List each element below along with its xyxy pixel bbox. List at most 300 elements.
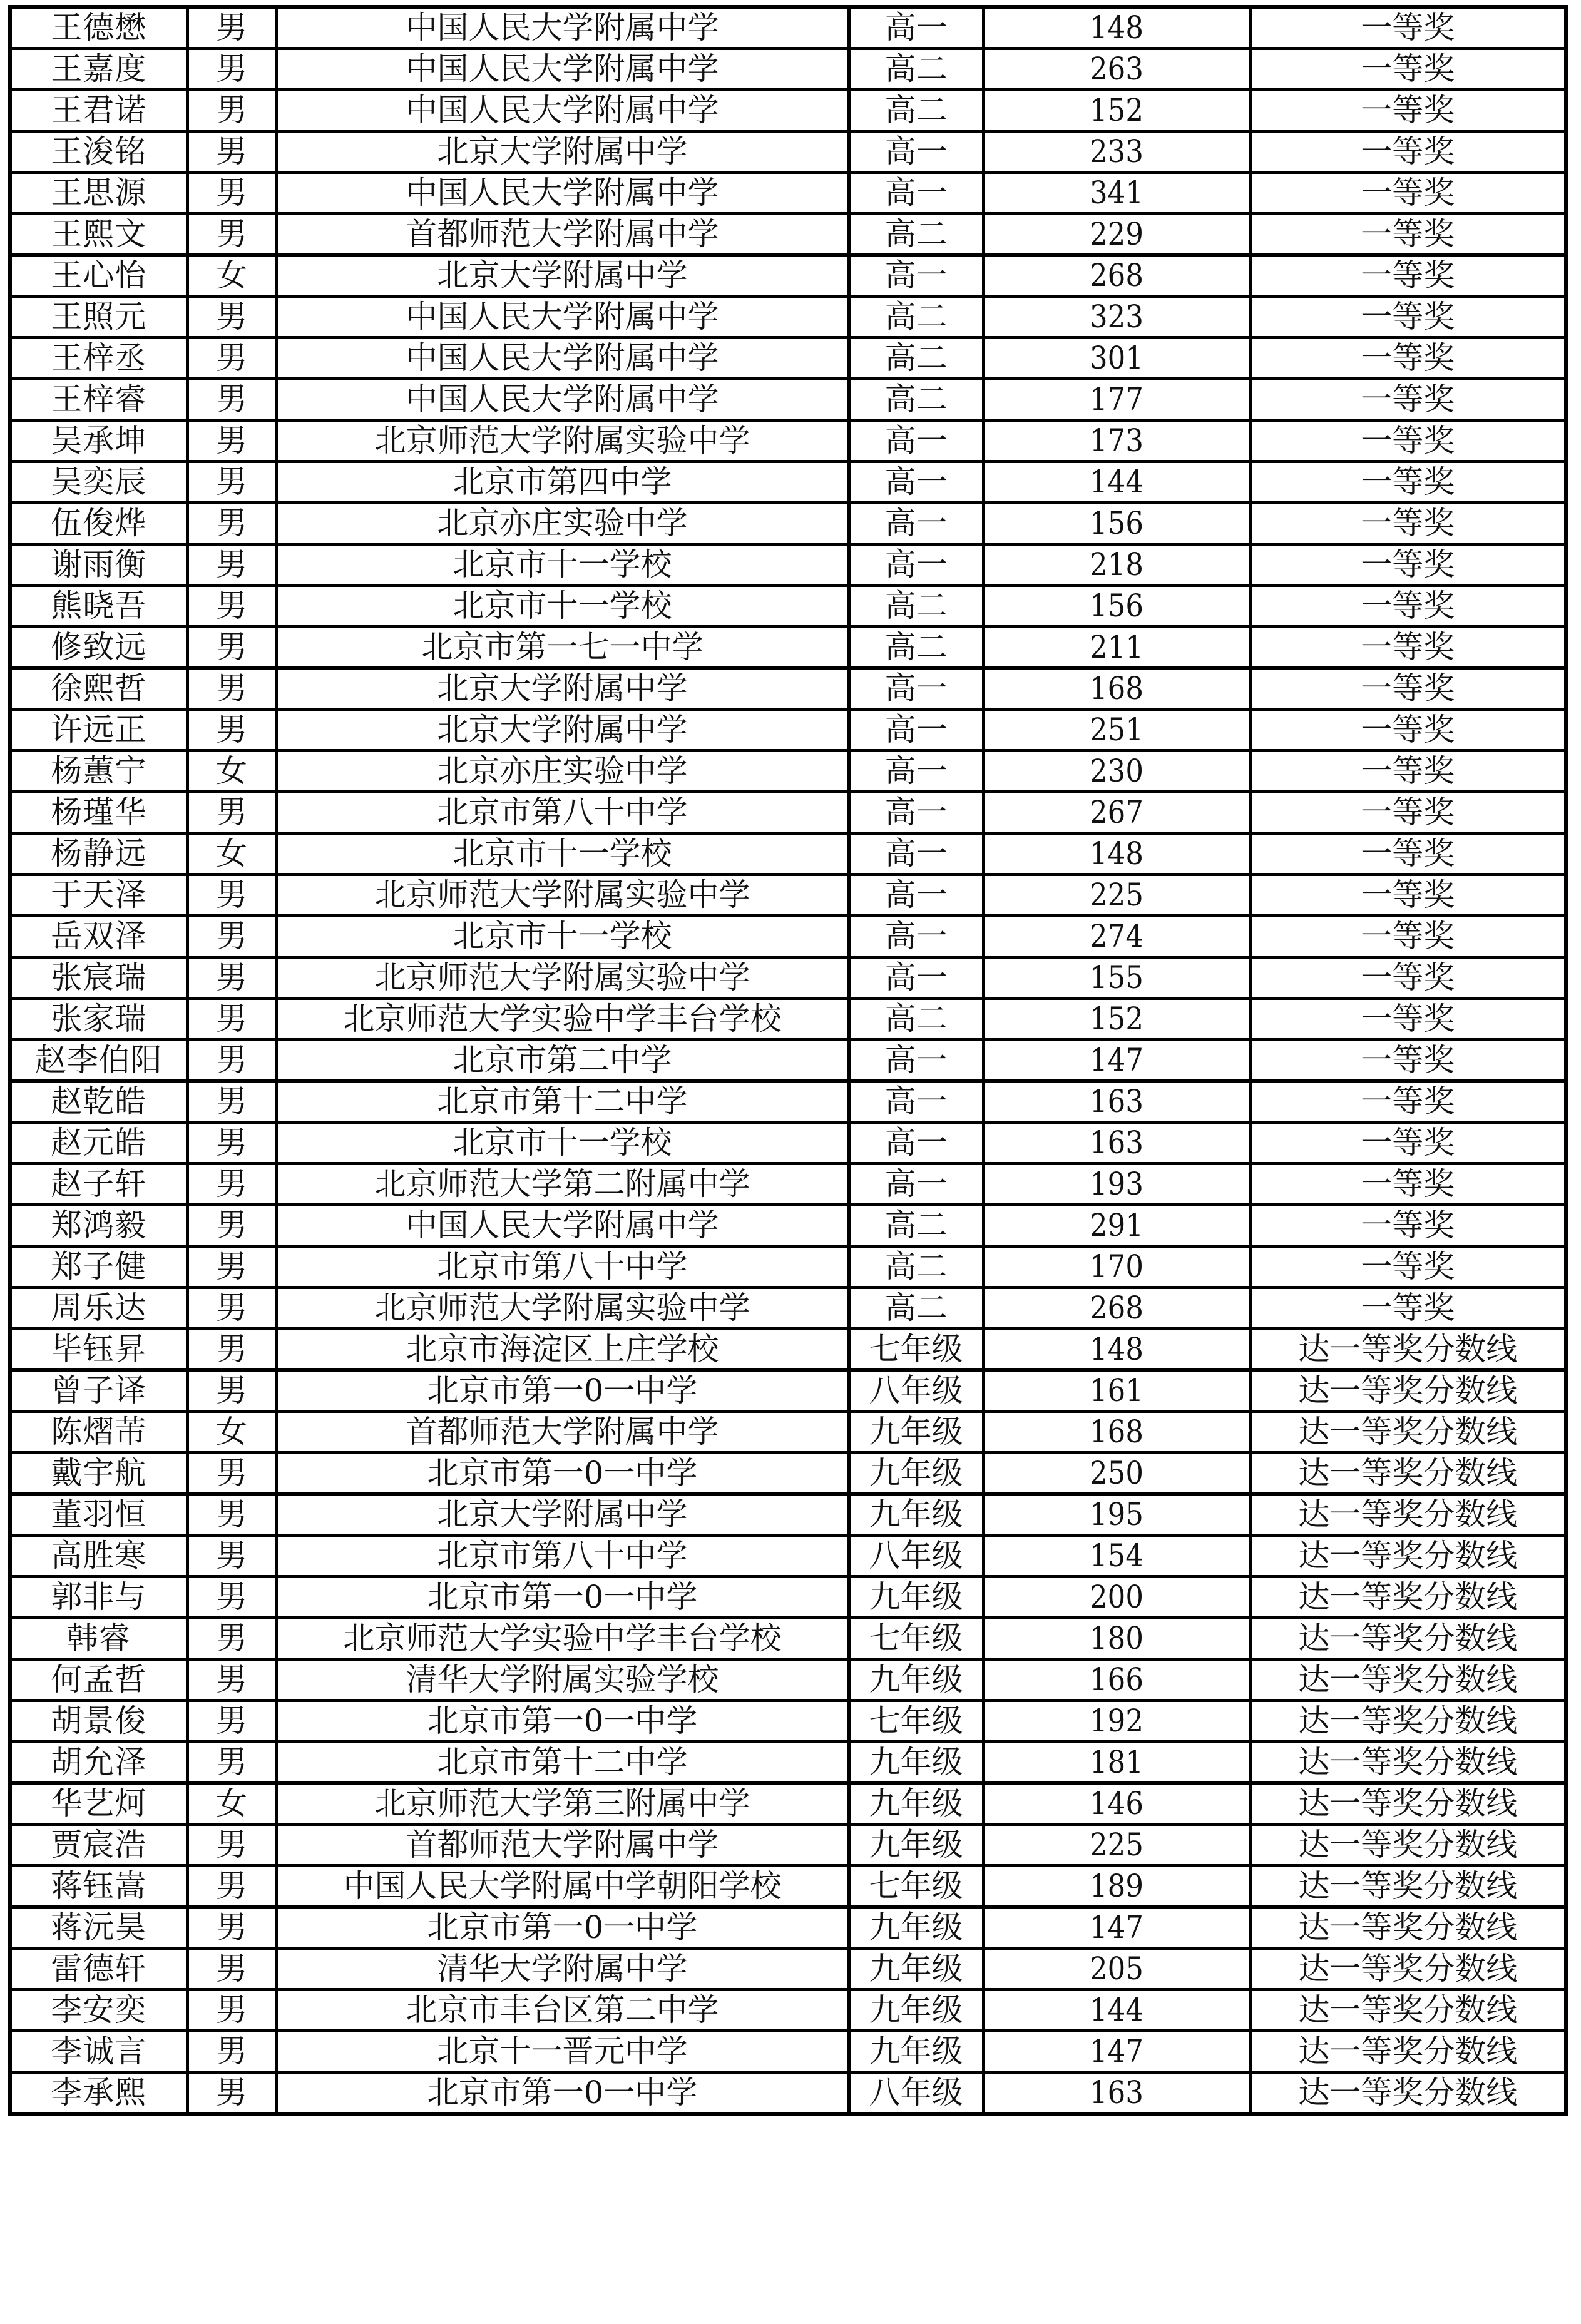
student-name-cell: 郭非与	[10, 1577, 187, 1618]
score-cell: 163	[996, 1123, 1236, 1164]
award-cell: 一等奖	[1250, 173, 1566, 214]
table-row	[10, 544, 1566, 586]
award-cell: 一等奖	[1250, 503, 1566, 544]
table-row	[10, 875, 1566, 916]
student-name-cell: 吴奕辰	[10, 462, 187, 503]
school-cell: 北京市第八十中学	[276, 792, 849, 833]
award-cell: 一等奖	[1250, 792, 1566, 833]
gender-cell: 男	[187, 1949, 276, 1990]
gender-cell: 男	[187, 1205, 276, 1246]
grade-cell: 九年级	[849, 2031, 983, 2072]
table-row	[10, 7, 1566, 49]
table-row	[10, 338, 1566, 379]
award-cell: 一等奖	[1250, 1081, 1566, 1123]
award-cell: 一等奖	[1250, 833, 1566, 875]
award-cell: 达一等奖分数线	[1250, 1412, 1566, 1453]
grade-cell: 七年级	[849, 1701, 983, 1742]
table-row	[10, 1453, 1566, 1494]
gender-cell: 男	[187, 544, 276, 586]
award-cell: 一等奖	[1250, 1164, 1566, 1205]
student-name-cell: 郑子健	[10, 1246, 187, 1288]
grade-cell: 高一	[849, 173, 983, 214]
score-cell: 250	[996, 1453, 1236, 1494]
table-row	[10, 1618, 1566, 1659]
table-row	[10, 792, 1566, 833]
gender-cell: 男	[187, 1329, 276, 1370]
table-row	[10, 214, 1566, 255]
score-cell: 147	[996, 1040, 1236, 1081]
table-row	[10, 1577, 1566, 1618]
grade-cell: 高一	[849, 1040, 983, 1081]
gender-cell: 男	[187, 173, 276, 214]
grade-cell: 高一	[849, 710, 983, 751]
table-row	[10, 668, 1566, 710]
score-cell: 177	[996, 379, 1236, 420]
student-name-cell: 戴宇航	[10, 1453, 187, 1494]
grade-cell: 高一	[849, 503, 983, 544]
school-cell: 北京市第一0一中学	[276, 1907, 849, 1949]
score-cell: 180	[996, 1618, 1236, 1659]
award-cell: 一等奖	[1250, 1205, 1566, 1246]
award-cell: 一等奖	[1250, 420, 1566, 462]
table-row	[10, 586, 1566, 627]
table-row	[10, 1246, 1566, 1288]
award-cell: 一等奖	[1250, 586, 1566, 627]
score-cell: 168	[996, 668, 1236, 710]
score-cell: 168	[996, 1412, 1236, 1453]
table-row	[10, 627, 1566, 668]
award-cell: 一等奖	[1250, 1123, 1566, 1164]
grade-cell: 九年级	[849, 1742, 983, 1783]
award-cell: 一等奖	[1250, 710, 1566, 751]
student-name-cell: 李诚言	[10, 2031, 187, 2072]
student-name-cell: 王德懋	[10, 7, 187, 49]
grade-cell: 高一	[849, 1164, 983, 1205]
table-row	[10, 503, 1566, 544]
student-name-cell: 王梓丞	[10, 338, 187, 379]
score-cell: 161	[996, 1370, 1236, 1412]
score-cell: 154	[996, 1536, 1236, 1577]
score-cell: 225	[996, 875, 1236, 916]
student-name-cell: 韩睿	[10, 1618, 187, 1659]
table-row	[10, 462, 1566, 503]
table-row	[10, 1370, 1566, 1412]
school-cell: 中国人民大学附属中学	[276, 379, 849, 420]
gender-cell: 男	[187, 214, 276, 255]
student-name-cell: 王浚铭	[10, 131, 187, 173]
student-name-cell: 郑鸿毅	[10, 1205, 187, 1246]
award-cell: 达一等奖分数线	[1250, 1907, 1566, 1949]
award-cell: 一等奖	[1250, 916, 1566, 957]
school-cell: 首都师范大学附属中学	[276, 1412, 849, 1453]
school-cell: 北京市海淀区上庄学校	[276, 1329, 849, 1370]
score-cell: 146	[996, 1783, 1236, 1825]
gender-cell: 男	[187, 1453, 276, 1494]
grade-cell: 七年级	[849, 1866, 983, 1907]
score-cell: 152	[996, 90, 1236, 131]
grade-cell: 九年级	[849, 1577, 983, 1618]
table-row	[10, 1949, 1566, 1990]
grade-cell: 高一	[849, 420, 983, 462]
school-cell: 北京亦庄实验中学	[276, 751, 849, 792]
award-cell: 达一等奖分数线	[1250, 1825, 1566, 1866]
gender-cell: 男	[187, 1081, 276, 1123]
student-name-cell: 岳双泽	[10, 916, 187, 957]
gender-cell: 女	[187, 1783, 276, 1825]
score-cell: 251	[996, 710, 1236, 751]
student-name-cell: 董羽恒	[10, 1494, 187, 1536]
gender-cell: 男	[187, 1370, 276, 1412]
gender-cell: 男	[187, 1825, 276, 1866]
student-name-cell: 王君诺	[10, 90, 187, 131]
score-cell: 291	[996, 1205, 1236, 1246]
award-cell: 达一等奖分数线	[1250, 1866, 1566, 1907]
score-cell: 274	[996, 916, 1236, 957]
school-cell: 北京师范大学第二附属中学	[276, 1164, 849, 1205]
table-row	[10, 916, 1566, 957]
student-name-cell: 王嘉度	[10, 49, 187, 90]
grade-cell: 九年级	[849, 1990, 983, 2031]
award-cell: 一等奖	[1250, 462, 1566, 503]
table-row	[10, 90, 1566, 131]
table-row	[10, 957, 1566, 999]
table-row	[10, 1783, 1566, 1825]
school-cell: 北京师范大学第三附属中学	[276, 1783, 849, 1825]
gender-cell: 男	[187, 875, 276, 916]
award-cell: 一等奖	[1250, 999, 1566, 1040]
grade-cell: 高二	[849, 297, 983, 338]
grade-cell: 高一	[849, 255, 983, 297]
score-cell: 148	[996, 7, 1236, 49]
score-cell: 144	[996, 1990, 1236, 2031]
grade-cell: 高二	[849, 90, 983, 131]
award-cell: 达一等奖分数线	[1250, 1453, 1566, 1494]
score-cell: 147	[996, 2031, 1236, 2072]
gender-cell: 男	[187, 1123, 276, 1164]
score-cell: 166	[996, 1659, 1236, 1701]
gender-cell: 男	[187, 379, 276, 420]
school-cell: 中国人民大学附属中学	[276, 90, 849, 131]
score-cell: 205	[996, 1949, 1236, 1990]
grade-cell: 高二	[849, 1246, 983, 1288]
table-row	[10, 751, 1566, 792]
score-cell: 189	[996, 1866, 1236, 1907]
student-name-cell: 蒋沅昊	[10, 1907, 187, 1949]
gender-cell: 男	[187, 2072, 276, 2114]
score-cell: 144	[996, 462, 1236, 503]
grade-cell: 高二	[849, 379, 983, 420]
school-cell: 北京大学附属中学	[276, 255, 849, 297]
award-cell: 达一等奖分数线	[1250, 1494, 1566, 1536]
score-cell: 341	[996, 173, 1236, 214]
grade-cell: 高一	[849, 751, 983, 792]
grade-cell: 高一	[849, 792, 983, 833]
gender-cell: 男	[187, 503, 276, 544]
school-cell: 北京市第八十中学	[276, 1536, 849, 1577]
student-name-cell: 陈熠芾	[10, 1412, 187, 1453]
school-cell: 北京市第十二中学	[276, 1742, 849, 1783]
score-cell: 263	[996, 49, 1236, 90]
score-cell: 233	[996, 131, 1236, 173]
table-row	[10, 2031, 1566, 2072]
table-row	[10, 49, 1566, 90]
gender-cell: 男	[187, 1164, 276, 1205]
gender-cell: 男	[187, 90, 276, 131]
table-row	[10, 1742, 1566, 1783]
grade-cell: 高二	[849, 49, 983, 90]
score-cell: 193	[996, 1164, 1236, 1205]
table-row	[10, 1164, 1566, 1205]
gender-cell: 男	[187, 1494, 276, 1536]
score-cell: 156	[996, 586, 1236, 627]
score-cell: 211	[996, 627, 1236, 668]
award-cell: 达一等奖分数线	[1250, 1949, 1566, 1990]
student-name-cell: 李承熙	[10, 2072, 187, 2114]
table-row	[10, 131, 1566, 173]
table-row	[10, 255, 1566, 297]
grade-cell: 九年级	[849, 1907, 983, 1949]
award-cell: 达一等奖分数线	[1250, 2031, 1566, 2072]
grade-cell: 八年级	[849, 1370, 983, 1412]
school-cell: 清华大学附属中学	[276, 1949, 849, 1990]
table-row	[10, 1701, 1566, 1742]
award-cell: 一等奖	[1250, 875, 1566, 916]
score-cell: 163	[996, 2072, 1236, 2114]
table-row	[10, 1907, 1566, 1949]
gender-cell: 男	[187, 131, 276, 173]
school-cell: 北京市第四中学	[276, 462, 849, 503]
score-cell: 200	[996, 1577, 1236, 1618]
awards-table-body	[10, 7, 1566, 2114]
gender-cell: 男	[187, 420, 276, 462]
award-cell: 一等奖	[1250, 544, 1566, 586]
grade-cell: 九年级	[849, 1783, 983, 1825]
student-name-cell: 赵李伯阳	[10, 1040, 187, 1081]
student-name-cell: 王熙文	[10, 214, 187, 255]
school-cell: 北京市十一学校	[276, 1123, 849, 1164]
school-cell: 北京市十一学校	[276, 586, 849, 627]
school-cell: 北京市丰台区第二中学	[276, 1990, 849, 2031]
school-cell: 清华大学附属实验学校	[276, 1659, 849, 1701]
grade-cell: 高一	[849, 7, 983, 49]
grade-cell: 七年级	[849, 1329, 983, 1370]
score-cell: 163	[996, 1081, 1236, 1123]
score-cell: 156	[996, 503, 1236, 544]
school-cell: 北京师范大学附属实验中学	[276, 420, 849, 462]
gender-cell: 男	[187, 957, 276, 999]
school-cell: 中国人民大学附属中学	[276, 49, 849, 90]
grade-cell: 九年级	[849, 1659, 983, 1701]
gender-cell: 男	[187, 627, 276, 668]
grade-cell: 高二	[849, 1205, 983, 1246]
student-name-cell: 于天泽	[10, 875, 187, 916]
score-cell: 268	[996, 255, 1236, 297]
table-row	[10, 1494, 1566, 1536]
school-cell: 北京大学附属中学	[276, 1494, 849, 1536]
school-cell: 首都师范大学附属中学	[276, 1825, 849, 1866]
school-cell: 北京师范大学附属实验中学	[276, 875, 849, 916]
gender-cell: 男	[187, 1742, 276, 1783]
gender-cell: 女	[187, 833, 276, 875]
gender-cell: 男	[187, 668, 276, 710]
gender-cell: 女	[187, 255, 276, 297]
student-name-cell: 胡景俊	[10, 1701, 187, 1742]
table-row	[10, 1659, 1566, 1701]
student-name-cell: 谢雨衡	[10, 544, 187, 586]
score-cell: 173	[996, 420, 1236, 462]
student-name-cell: 贾宸浩	[10, 1825, 187, 1866]
grade-cell: 八年级	[849, 2072, 983, 2114]
gender-cell: 男	[187, 297, 276, 338]
gender-cell: 男	[187, 999, 276, 1040]
score-cell: 229	[996, 214, 1236, 255]
gender-cell: 男	[187, 1246, 276, 1288]
student-name-cell: 胡允泽	[10, 1742, 187, 1783]
award-cell: 一等奖	[1250, 255, 1566, 297]
student-name-cell: 许远正	[10, 710, 187, 751]
award-cell: 一等奖	[1250, 379, 1566, 420]
table-row	[10, 1329, 1566, 1370]
award-cell: 达一等奖分数线	[1250, 1577, 1566, 1618]
award-cell: 达一等奖分数线	[1250, 2072, 1566, 2114]
award-cell: 达一等奖分数线	[1250, 1783, 1566, 1825]
gender-cell: 女	[187, 751, 276, 792]
award-cell: 一等奖	[1250, 627, 1566, 668]
grade-cell: 高一	[849, 131, 983, 173]
gender-cell: 男	[187, 338, 276, 379]
student-name-cell: 高胜寒	[10, 1536, 187, 1577]
student-name-cell: 张宸瑞	[10, 957, 187, 999]
award-cell: 一等奖	[1250, 751, 1566, 792]
award-cell: 一等奖	[1250, 49, 1566, 90]
student-name-cell: 徐熙哲	[10, 668, 187, 710]
student-name-cell: 周乐达	[10, 1288, 187, 1329]
student-name-cell: 华艺炣	[10, 1783, 187, 1825]
grade-cell: 高二	[849, 627, 983, 668]
table-row	[10, 1040, 1566, 1081]
awards-table	[8, 5, 1568, 2116]
gender-cell: 男	[187, 710, 276, 751]
grade-cell: 九年级	[849, 1412, 983, 1453]
gender-cell: 男	[187, 586, 276, 627]
score-cell: 225	[996, 1825, 1236, 1866]
table-row	[10, 1825, 1566, 1866]
gender-cell: 男	[187, 1907, 276, 1949]
school-cell: 北京师范大学附属实验中学	[276, 1288, 849, 1329]
award-cell: 一等奖	[1250, 131, 1566, 173]
student-name-cell: 熊晓吾	[10, 586, 187, 627]
school-cell: 北京市十一学校	[276, 544, 849, 586]
student-name-cell: 伍俊烨	[10, 503, 187, 544]
school-cell: 北京市第八十中学	[276, 1246, 849, 1288]
student-name-cell: 雷德轩	[10, 1949, 187, 1990]
school-cell: 北京师范大学附属实验中学	[276, 957, 849, 999]
grade-cell: 高二	[849, 214, 983, 255]
award-cell: 一等奖	[1250, 1246, 1566, 1288]
school-cell: 北京市十一学校	[276, 916, 849, 957]
table-row	[10, 833, 1566, 875]
score-cell: 155	[996, 957, 1236, 999]
table-row	[10, 1288, 1566, 1329]
school-cell: 北京市第一0一中学	[276, 2072, 849, 2114]
grade-cell: 高一	[849, 544, 983, 586]
award-cell: 达一等奖分数线	[1250, 1701, 1566, 1742]
gender-cell: 男	[187, 49, 276, 90]
table-row	[10, 1536, 1566, 1577]
grade-cell: 高一	[849, 1081, 983, 1123]
school-cell: 北京市第一0一中学	[276, 1577, 849, 1618]
student-name-cell: 王梓睿	[10, 379, 187, 420]
grade-cell: 高一	[849, 1123, 983, 1164]
school-cell: 北京亦庄实验中学	[276, 503, 849, 544]
grade-cell: 高一	[849, 957, 983, 999]
gender-cell: 男	[187, 1536, 276, 1577]
student-name-cell: 王心怡	[10, 255, 187, 297]
score-cell: 268	[996, 1288, 1236, 1329]
student-name-cell: 赵元皓	[10, 1123, 187, 1164]
student-name-cell: 杨蕙宁	[10, 751, 187, 792]
school-cell: 北京市第一0一中学	[276, 1370, 849, 1412]
grade-cell: 九年级	[849, 1494, 983, 1536]
score-cell: 230	[996, 751, 1236, 792]
table-row	[10, 297, 1566, 338]
award-cell: 达一等奖分数线	[1250, 1329, 1566, 1370]
student-name-cell: 李安奕	[10, 1990, 187, 2031]
score-cell: 195	[996, 1494, 1236, 1536]
school-cell: 北京大学附属中学	[276, 668, 849, 710]
score-cell: 323	[996, 297, 1236, 338]
award-cell: 一等奖	[1250, 214, 1566, 255]
grade-cell: 高一	[849, 833, 983, 875]
school-cell: 北京师范大学实验中学丰台学校	[276, 1618, 849, 1659]
student-name-cell: 修致远	[10, 627, 187, 668]
gender-cell: 男	[187, 916, 276, 957]
score-cell: 181	[996, 1742, 1236, 1783]
school-cell: 中国人民大学附属中学	[276, 173, 849, 214]
student-name-cell: 曾子译	[10, 1370, 187, 1412]
grade-cell: 七年级	[849, 1618, 983, 1659]
student-name-cell: 张家瑞	[10, 999, 187, 1040]
grade-cell: 高二	[849, 1288, 983, 1329]
award-cell: 一等奖	[1250, 7, 1566, 49]
grade-cell: 高一	[849, 875, 983, 916]
school-cell: 中国人民大学附属中学	[276, 297, 849, 338]
score-cell: 218	[996, 544, 1236, 586]
gender-cell: 男	[187, 1288, 276, 1329]
score-cell: 301	[996, 338, 1236, 379]
grade-cell: 高一	[849, 462, 983, 503]
table-row	[10, 2072, 1566, 2114]
award-cell: 达一等奖分数线	[1250, 1990, 1566, 2031]
table-row	[10, 379, 1566, 420]
student-name-cell: 何孟哲	[10, 1659, 187, 1701]
school-cell: 北京大学附属中学	[276, 131, 849, 173]
gender-cell: 女	[187, 1412, 276, 1453]
grade-cell: 高二	[849, 999, 983, 1040]
award-cell: 一等奖	[1250, 1040, 1566, 1081]
gender-cell: 男	[187, 1701, 276, 1742]
award-cell: 一等奖	[1250, 90, 1566, 131]
school-cell: 中国人民大学附属中学	[276, 1205, 849, 1246]
award-cell: 达一等奖分数线	[1250, 1618, 1566, 1659]
gender-cell: 男	[187, 2031, 276, 2072]
school-cell: 北京市第一七一中学	[276, 627, 849, 668]
school-cell: 北京十一晋元中学	[276, 2031, 849, 2072]
score-cell: 148	[996, 833, 1236, 875]
grade-cell: 八年级	[849, 1536, 983, 1577]
table-row	[10, 1205, 1566, 1246]
student-name-cell: 杨静远	[10, 833, 187, 875]
